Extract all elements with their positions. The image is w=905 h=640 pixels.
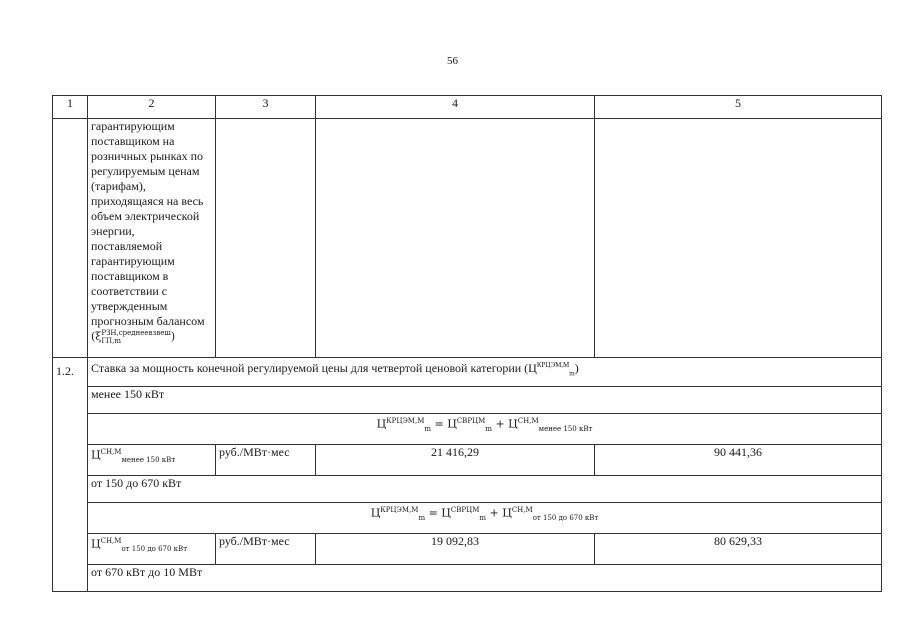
data-row <box>53 534 882 565</box>
formula-lhs-sup: КРЦЭМ,М <box>386 417 425 425</box>
data-symbol-sub: менее 150 кВт <box>121 455 176 464</box>
continuation-line: соответствии с <box>91 284 168 298</box>
page-number: 56 <box>447 55 458 67</box>
header-col-3: 3 <box>216 96 316 119</box>
continuation-line: гарантирующим <box>91 119 175 133</box>
continuation-line: поставщиком в <box>91 269 169 283</box>
formula-r1-sub: m <box>485 424 492 433</box>
data-name-cell <box>88 445 216 476</box>
data-name-cell <box>88 534 216 565</box>
data-value4-cell: 19 092,83 <box>316 534 595 565</box>
data-row <box>53 445 882 476</box>
continuation-line: поставщиком на <box>91 134 175 148</box>
formula-lhs-sub: m <box>424 424 432 433</box>
continuation-line: регулируемым ценам <box>91 164 200 178</box>
symbol-sub: ГП,m <box>101 337 121 345</box>
header-col-1: 1 <box>53 96 88 119</box>
continuation-line: утвержденным <box>91 299 168 313</box>
subgroup-label: от 150 до 670 кВт <box>88 476 882 503</box>
section-title-close: ) <box>574 361 579 375</box>
subgroup-row <box>53 387 882 414</box>
continuation-line: (тарифам), <box>91 179 146 193</box>
data-symbol-sup: СН,М <box>100 448 122 456</box>
symbol-main: (ξ <box>91 330 102 343</box>
formula-plus: + Ц <box>491 417 518 431</box>
data-symbol-sub: от 150 до 670 кВт <box>121 544 188 553</box>
data-symbol: Ц <box>91 537 101 551</box>
continuation-line: поставляемой <box>91 239 163 253</box>
data-value5-cell: 80 629,33 <box>595 534 882 565</box>
tariff-table <box>52 95 882 592</box>
formula-plus: + Ц <box>486 506 512 520</box>
formula-lhs: Ц <box>376 417 387 431</box>
data-unit-cell: руб./МВт·мес <box>216 534 316 565</box>
subgroup-label: менее 150 кВт <box>88 387 882 414</box>
symbol-sup: РЗН,среднеевзвеш <box>101 329 171 337</box>
section-title-text: Ставка за мощность конечной регулируемой цены для четвертой ценовой категории (Ц <box>91 361 537 375</box>
continuation-unit-cell <box>216 119 316 358</box>
section-title-sup: КРЦЭМ,М <box>536 361 570 369</box>
subgroup-row <box>53 565 882 592</box>
formula-r2-sub: от 150 до 670 кВт <box>532 513 599 522</box>
continuation-value5-cell <box>595 119 882 358</box>
formula-lhs-sup: КРЦЭМ,М <box>380 506 419 514</box>
header-col-5: 5 <box>595 96 882 119</box>
section-title-sub: m <box>569 369 575 378</box>
data-value4-cell: 21 416,29 <box>316 445 595 476</box>
continuation-line: объем электрической <box>91 209 200 223</box>
continuation-line: энергии, <box>91 224 135 238</box>
header-col-2: 2 <box>88 96 216 119</box>
data-value5-cell: 90 441,36 <box>595 445 882 476</box>
data-symbol: Ц <box>91 448 101 462</box>
formula-r1-sup: СВРЦМ <box>456 417 486 425</box>
continuation-line: гарантирующим <box>91 254 175 268</box>
formula-cell <box>88 414 882 445</box>
continuation-value4-cell <box>316 119 595 358</box>
formula-row <box>53 414 882 445</box>
subgroup-row <box>53 476 882 503</box>
header-row <box>53 96 882 119</box>
continuation-text-cell <box>88 119 216 358</box>
formula-r1-sub: m <box>479 513 487 522</box>
subgroup-label: от 670 кВт до 10 МВт <box>88 565 882 592</box>
formula-r2-sub: менее 150 кВт <box>538 424 593 433</box>
formula-lhs-sub: m <box>418 513 426 522</box>
header-col-4: 4 <box>316 96 595 119</box>
formula-row <box>53 503 882 534</box>
formula-eq: = Ц <box>425 506 451 520</box>
continuation-row <box>53 119 882 358</box>
price-symbol <box>91 329 212 345</box>
formula-lhs: Ц <box>370 506 381 520</box>
continuation-line: розничных рынках по <box>91 149 203 163</box>
data-unit-cell: руб./МВт·мес <box>216 445 316 476</box>
section-number: 1.2. <box>53 358 88 592</box>
symbol-close: ) <box>170 330 176 343</box>
data-symbol-sup: СН,М <box>100 537 122 545</box>
section-title <box>88 358 882 387</box>
continuation-line: приходящаяся на весь <box>91 194 204 208</box>
formula-eq: = Ц <box>431 417 457 431</box>
formula-cell <box>88 503 882 534</box>
formula-r2-sup: СН,М <box>511 506 533 514</box>
section-row <box>53 358 882 387</box>
continuation-line: прогнозным балансом <box>91 314 205 328</box>
continuation-number-cell <box>53 119 88 358</box>
formula-r1-sup: СВРЦМ <box>450 506 480 514</box>
formula-r2-sup: СН,М <box>517 417 539 425</box>
